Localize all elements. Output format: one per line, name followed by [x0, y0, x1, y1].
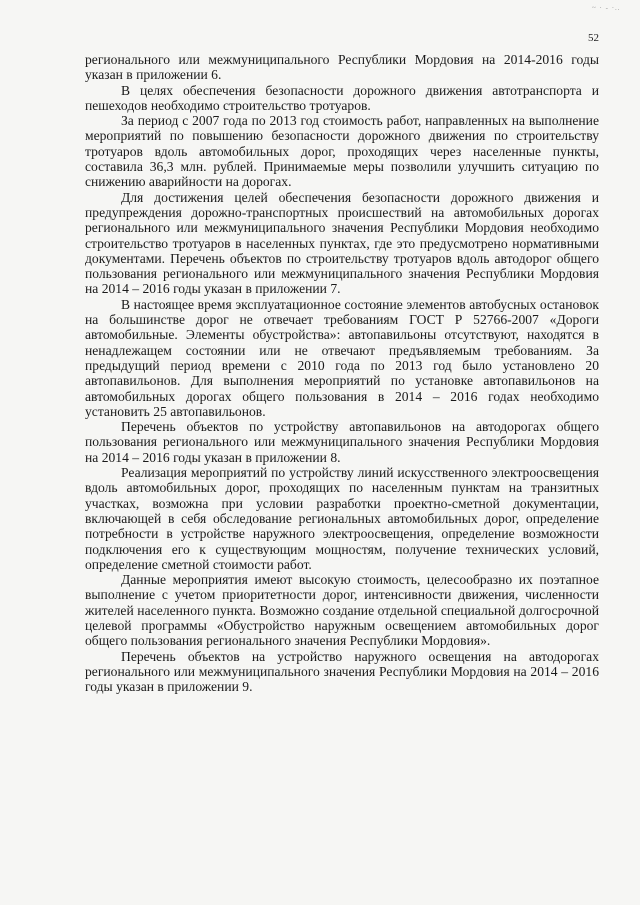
page-number: 52: [588, 32, 599, 44]
paragraph-7: Реализация мероприятий по устройству линий искусственного электроосвещения вдоль автомобильных дорог, проходящих по населенным пунктам на транзитных участках, возможна при условии разработки проектно-сметной документации, включающей в себя обследование региональных автомобильных дорог, определение потребности в устройстве наружного электроосвещения, определение возможности подключения его к существующим мощностям, получение технических условий, определение сметной стоимости работ.: [85, 465, 599, 572]
paragraph-2: В целях обеспечения безопасности дорожного движения автотранспорта и пешеходов необходимо строительство тротуаров.: [85, 82, 599, 113]
scan-corner-mark: ~ · - ·..: [592, 4, 621, 12]
paragraph-4: Для достижения целей обеспечения безопасности дорожного движения и предупреждения дорожно-транспортных происшествий на автомобильных дорогах регионального или межмуниципального значения Республики Мордовия необходимо строительство тротуаров в населенных пунктах, где это предусмотрено нормативными документами. Перечень объектов по строительству тротуаров вдоль автодорог общего пользования регионального или межмуниципального значения Республики Мордовия на 2014 – 2016 годы указан в приложении 7.: [85, 189, 599, 297]
paragraph-5: В настоящее время эксплуатационное состояние элементов автобусных остановок на большинстве дорог не отвечает требованиям ГОСТ Р 52766-2007 «Дороги автомобильные. Элементы обустройства»: автопавильоны отсутствуют, находятся в ненадлежащем состоянии или не отвечают предъявляемым требованиям. За предыдущий период времени с 2010 года по 2013 год было установлено 20 автопавильонов. Для выполнения мероприятий по установке автопавильонов на автомобильных дорогах общего пользования в 2014 – 2016 годах необходимо установить 25 автопавильонов.: [85, 296, 599, 419]
paragraph-1: регионального или межмуниципального Республики Мордовия на 2014-2016 годы указан в приложении 6.: [85, 52, 599, 83]
paragraph-9: Перечень объектов на устройство наружного освещения на автодорогах регионального или межмуниципального значения Республики Мордовия на 2014 – 2016 годы указан в приложении 9.: [85, 648, 599, 695]
document-body: [85, 52, 599, 694]
paragraph-6: Перечень объектов по устройству автопавильонов на автодорогах общего пользования регионального или межмуниципального значения Республики Мордовия на 2014 – 2016 годы указан в приложении 8.: [85, 419, 599, 465]
paragraph-3: За период с 2007 года по 2013 год стоимость работ, направленных на выполнение мероприятий по повышению безопасности дорожного движения по строительству тротуаров вдоль автомобильных дорог, проходящих через населенные пункты, составила 36,3 млн. рублей. Принимаемые меры позволили улучшить ситуацию по снижению аварийности на дорогах.: [85, 113, 599, 190]
paragraph-8: Данные мероприятия имеют высокую стоимость, целесообразно их поэтапное выполнение с учетом приоритетности дорог, интенсивности движения, численности жителей населенного пункта. Возможно создание отдельной специальной долгосрочной целевой программы «Обустройство наружным освещением автомобильных дорог общего пользования регионального значения Республики Мордовия».: [85, 572, 599, 649]
